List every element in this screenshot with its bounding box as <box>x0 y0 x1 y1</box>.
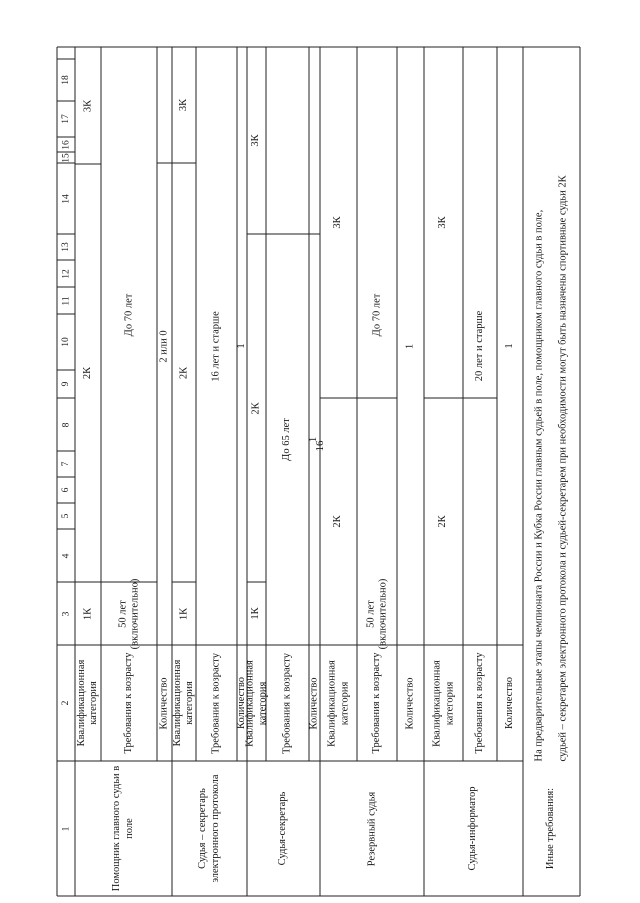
g3-cat-1k: 1К <box>250 607 262 620</box>
column-number-5: 5 <box>60 513 71 519</box>
g4-cat-3k: 3К <box>332 216 344 229</box>
field-qualification-5: Квалификационная категория <box>431 659 455 747</box>
field-age-2: Требования к возрасту <box>210 652 222 754</box>
role-assistant-main-referee: Помощник главного судьи в поле <box>111 765 135 892</box>
field-count-5: Количество <box>503 676 515 730</box>
column-number-9: 9 <box>60 381 71 387</box>
g5-cat-2k: 2К <box>437 515 449 528</box>
field-count-1: Количество <box>158 676 170 730</box>
g5-cat-3k: 3К <box>437 216 449 229</box>
field-count-2: Количество <box>235 676 247 730</box>
g3-age-65: До 65 лет <box>281 418 293 461</box>
column-number-13: 13 <box>60 242 71 252</box>
column-number-7: 7 <box>60 461 71 467</box>
column-number-6: 6 <box>60 487 71 493</box>
g4-age-50: 50 лет (включительно) <box>364 578 388 649</box>
g2-age-16: 16 лет и старше <box>210 310 222 382</box>
g1-cat-1k: 1К <box>81 607 93 620</box>
g1-cat-2k: 2К <box>81 366 93 380</box>
g2-cat-1k: 1К <box>177 607 189 620</box>
other-requirements-label: Иные требования: <box>545 787 557 870</box>
g1-cat-3k: 3К <box>81 99 93 112</box>
note-line-2: судьей – секретарем электронного протокола и судьей-секретарем при необходимости могут быть назначены спортивные судьи 2К <box>557 174 569 761</box>
g3-count: 1 <box>308 436 320 443</box>
column-number-14: 14 <box>60 193 71 204</box>
g1-age-50: 50 лет (включительно) <box>116 578 140 649</box>
field-age-5: Требования к возрасту <box>473 652 485 754</box>
column-number-16: 16 <box>60 139 71 150</box>
g1-age-70: До 70 лет <box>122 293 134 336</box>
role-electronic-protocol-secretary: Судья – секретарь электронного протокола <box>197 774 221 883</box>
field-qualification-3: Квалификационная категория <box>244 659 268 747</box>
g2-count: 1 <box>235 343 247 349</box>
page-number: 16 <box>314 440 326 452</box>
column-number-11: 11 <box>60 295 71 306</box>
g3-cat-3k: 3К <box>250 134 262 147</box>
column-number-2: 2 <box>60 700 71 706</box>
field-age-3: Требования к возрасту <box>281 652 293 754</box>
role-reserve-referee: Резервный судья <box>365 791 377 866</box>
role-referee-informer: Судья-информатор <box>467 786 479 871</box>
field-qualification-1: Квалификационная категория <box>75 659 99 747</box>
g4-cat-2k: 2К <box>332 515 344 528</box>
column-number-3: 3 <box>60 611 71 616</box>
g2-cat-2k: 2К <box>177 366 189 379</box>
g4-age-70: До 70 лет <box>370 293 382 336</box>
g5-age-20: 20 лет и старше <box>473 310 485 382</box>
field-count-4: Количество <box>404 676 416 730</box>
field-age-1: Требования к возрасту <box>122 652 134 754</box>
column-number-18: 18 <box>60 75 71 85</box>
note-line-1: На предварительные этапы чемпионата России и Кубка России главным судьей в поле, помощником главного судьи в поле, <box>533 209 545 761</box>
g3-cat-2k: 2К <box>250 401 262 415</box>
g4-count: 1 <box>404 343 416 349</box>
column-number-8: 8 <box>60 422 71 427</box>
column-number-4: 4 <box>60 553 71 558</box>
field-qualification-2: Квалификационная категория <box>171 659 195 747</box>
column-number-1: 1 <box>60 826 71 831</box>
g1-count: 2 или 0 <box>158 329 170 363</box>
g2-cat-3k: 3К <box>177 98 189 112</box>
g5-count: 1 <box>503 343 515 349</box>
column-number-10: 10 <box>60 337 71 347</box>
field-age-4: Требования к возрасту <box>370 652 382 754</box>
column-number-15: 15 <box>60 152 71 163</box>
field-qualification-4: Квалификационная категория <box>326 659 350 747</box>
column-number-12: 12 <box>60 268 71 279</box>
field-count-3: Количество <box>308 676 320 730</box>
column-number-17: 17 <box>60 114 71 124</box>
role-referee-secretary: Судья-секретарь <box>277 791 289 866</box>
